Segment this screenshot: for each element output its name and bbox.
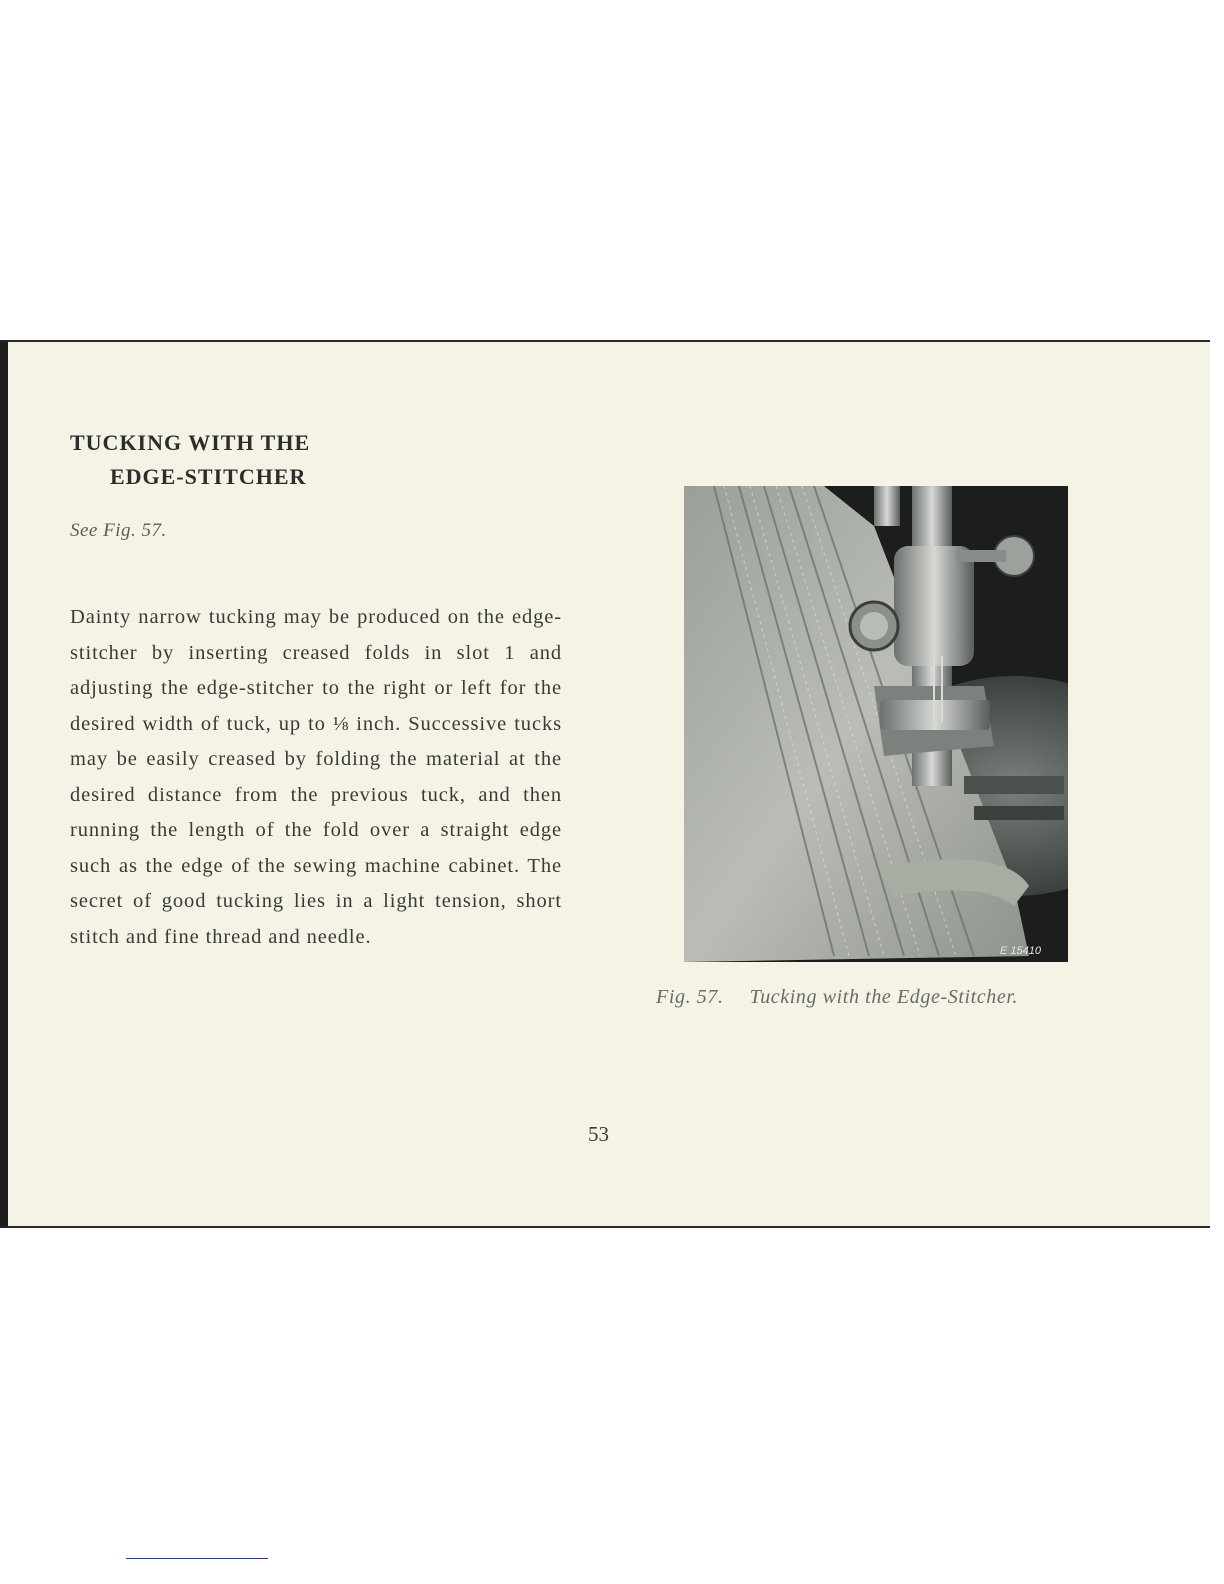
caption-text: Tucking with the Edge-Stitcher. <box>749 986 1019 1008</box>
caption-number: Fig. 57. <box>656 986 724 1008</box>
section-heading <box>70 426 310 494</box>
heading-line-2: EDGE-STITCHER <box>110 464 307 489</box>
sewing-machine-photo <box>684 486 1068 962</box>
manual-page <box>0 340 1210 1228</box>
figure-reference: See Fig. 57. <box>70 520 167 541</box>
figure-photo <box>684 486 1068 962</box>
heading-line-1: TUCKING WITH THE <box>70 430 311 455</box>
photo-code: E 15410 <box>1000 945 1041 957</box>
footnote-rule <box>126 1558 268 1559</box>
body-paragraph: Dainty narrow tucking may be produced on the edge-stitcher by inserting creased folds in slot 1 and adjusting the edge-stitcher to the right or left for the desired width of tuck, up to ⅛ inch. Successive tucks may be easily creased by folding the material at the desired distance from the previous tuck, and then running the length of the fold over a straight edge such as the edge of the sewing machine cabinet. The secret of good tucking lies in a light tension, short stitch and fine thread and needle. <box>70 606 562 948</box>
page-number: 53 <box>588 1122 609 1146</box>
figure-caption <box>656 986 1018 1009</box>
